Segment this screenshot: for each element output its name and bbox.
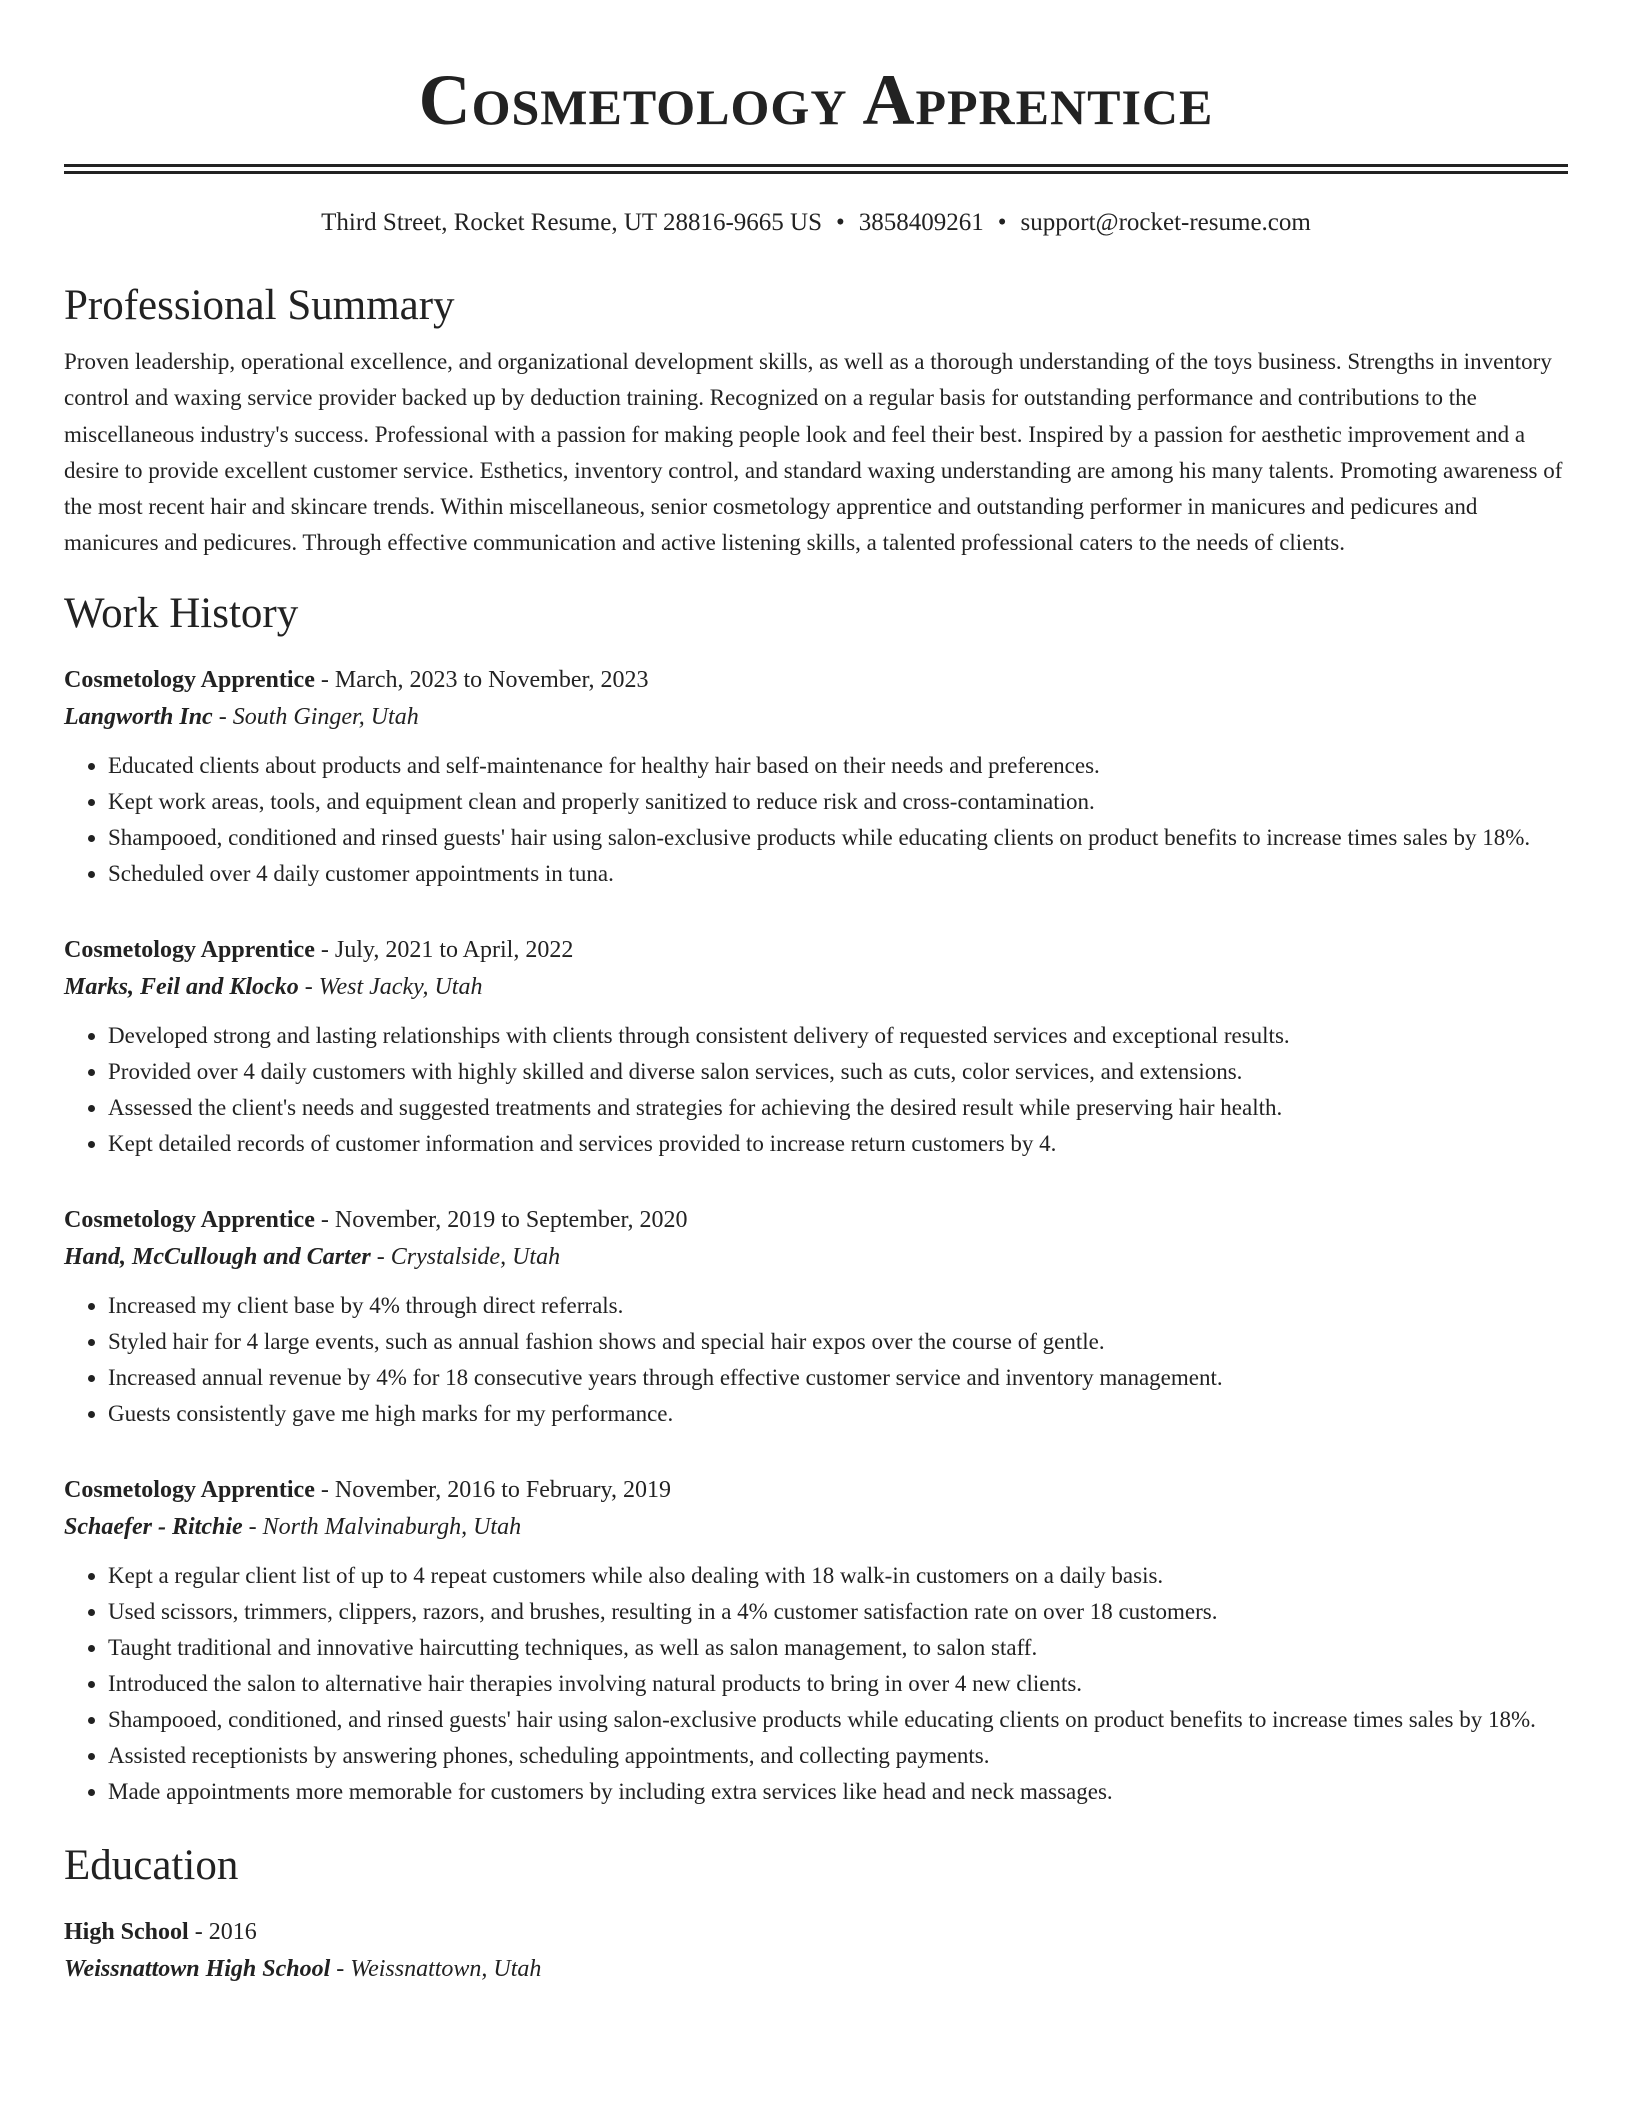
job-location: Crystalside, Utah [390,1243,561,1270]
contact-email: support@rocket-resume.com [1020,209,1311,236]
job-bullet: • Increased my client base by 4% through direct referrals. [108,1288,1568,1324]
job-bullets [64,1558,1568,1810]
job-header [64,932,1568,968]
job-bullet: • Shampooed, conditioned, and rinsed guests' hair using salon-exclusive products while educating clients on product benefits to increase times sales by 18%. [108,1702,1568,1738]
job-bullet: • Provided over 4 daily customers with highly skilled and diverse salon services, such as cuts, color services, and extensions. [108,1054,1568,1090]
education-school: Weissnattown High School [64,1955,331,1982]
job-bullet: • Styled hair for 4 large events, such as annual fashion shows and special hair expos over the course of gentle. [108,1324,1568,1360]
job-bullets [64,1018,1568,1162]
job-bullet: • Educated clients about products and self-maintenance for healthy hair based on their needs and preferences. [108,748,1568,784]
job-entry [64,1202,1568,1432]
job-location: North Malvinaburgh, Utah [262,1513,522,1540]
job-bullet: • Kept a regular client list of up to 4 repeat customers while also dealing with 18 walk-in customers on a daily basis. [108,1558,1568,1594]
job-dash: - [218,703,227,730]
job-role: Cosmetology Apprentice [64,936,315,963]
job-bullet: • Used scissors, trimmers, clippers, razors, and brushes, resulting in a 4% customer satisfaction rate on over 18 customers. [108,1594,1568,1630]
job-bullet: • Shampooed, conditioned and rinsed guests' hair using salon-exclusive products while educating clients on product benefits to increase times sales by 18%. [108,820,1568,856]
job-header [64,1202,1568,1238]
job-dates: July, 2021 to April, 2022 [334,936,574,963]
header-double-rule [64,164,1568,174]
job-dash: - [376,1243,385,1270]
job-role: Cosmetology Apprentice [64,1476,315,1503]
resume-page [64,0,1568,1988]
job-entry [64,662,1568,892]
job-dash: - [320,666,329,693]
education-degree: High School [64,1918,189,1945]
job-dash: - [320,936,329,963]
job-header [64,1472,1568,1508]
job-location: West Jacky, Utah [318,973,483,1000]
job-bullets [64,1288,1568,1432]
education-year: 2016 [208,1918,257,1945]
job-bullet: • Developed strong and lasting relationships with clients through consistent delivery of requested services and exceptional results. [108,1018,1568,1054]
job-bullet: • Assessed the client's needs and suggested treatments and strategies for achieving the desired result while preserving hair health. [108,1090,1568,1126]
job-dash: - [320,1206,329,1233]
job-location: South Ginger, Utah [232,703,419,730]
job-bullet: • Kept work areas, tools, and equipment clean and properly sanitized to reduce risk and cross-contamination. [108,784,1568,820]
resume-name: Cosmetology Apprentice [418,60,1214,140]
job-header [64,662,1568,698]
education-dash: - [336,1955,345,1982]
education-header [64,1914,1568,1950]
job-dates: November, 2016 to February, 2019 [334,1476,671,1503]
job-company: Schaefer - Ritchie [64,1513,243,1540]
job-company: Hand, McCullough and Carter [64,1243,371,1270]
job-company: Marks, Feil and Klocko [64,973,299,1000]
job-employer [64,1508,1568,1546]
work-history-heading: Work History [64,589,299,637]
job-employer [64,1238,1568,1276]
job-bullet: • Kept detailed records of customer information and services provided to increase return customers by 4. [108,1126,1568,1162]
job-dash: - [304,973,313,1000]
job-bullet: • Made appointments more memorable for customers by including extra services like head and neck massages. [108,1774,1568,1810]
job-dash: - [320,1476,329,1503]
job-bullet: • Taught traditional and innovative haircutting techniques, as well as salon management, to salon staff. [108,1630,1568,1666]
job-employer [64,968,1568,1006]
education-institution [64,1950,1568,1988]
education-heading: Education [64,1841,239,1889]
contact-line [64,206,1568,240]
job-bullet: • Increased annual revenue by 4% for 18 consecutive years through effective customer service and inventory management. [108,1360,1568,1396]
job-employer [64,698,1568,736]
contact-phone: 3858409261 [858,209,984,236]
job-dates: March, 2023 to November, 2023 [334,666,649,693]
job-role: Cosmetology Apprentice [64,1206,315,1233]
education-location: Weissnattown, Utah [350,1955,542,1982]
job-dates: November, 2019 to September, 2020 [334,1206,688,1233]
job-bullet: • Scheduled over 4 daily customer appointments in tuna. [108,856,1568,892]
education-dash: - [194,1918,203,1945]
job-bullets [64,748,1568,892]
job-role: Cosmetology Apprentice [64,666,315,693]
job-bullet: • Assisted receptionists by answering phones, scheduling appointments, and collecting payments. [108,1738,1568,1774]
contact-separator: • [836,209,845,236]
job-company: Langworth Inc [64,703,213,730]
job-bullet: • Introduced the salon to alternative hair therapies involving natural products to bring in over 4 new clients. [108,1666,1568,1702]
contact-address: Third Street, Rocket Resume, UT 28816-9665 US [321,209,823,236]
job-bullet: • Guests consistently gave me high marks for my performance. [108,1396,1568,1432]
job-entry [64,1472,1568,1810]
summary-text: Proven leadership, operational excellence, and organizational development skills, as well as a thorough understanding of the toys business. Strengths in inventory control and waxing service provider backed up by deduction training. Recognized on a regular basis for outstanding performance and contributions to the miscellaneous industry's success. Professional with a passion for making people look and feel their best. Inspired by a passion for aesthetic improvement and a desire to provide excellent customer service. Esthetics, inventory control, and standard waxing understanding are among his many talents. Promoting awareness of the most recent hair and skincare trends. Within miscellaneous, senior cosmetology apprentice and outstanding performer in manicures and pedicures and manicures and pedicures. Through effective communication and active listening skills, a talented professional caters to the needs of clients. [64,349,1563,556]
job-entry [64,932,1568,1162]
summary-heading: Professional Summary [64,282,455,329]
contact-separator: • [997,209,1007,236]
job-dash: - [248,1513,257,1540]
